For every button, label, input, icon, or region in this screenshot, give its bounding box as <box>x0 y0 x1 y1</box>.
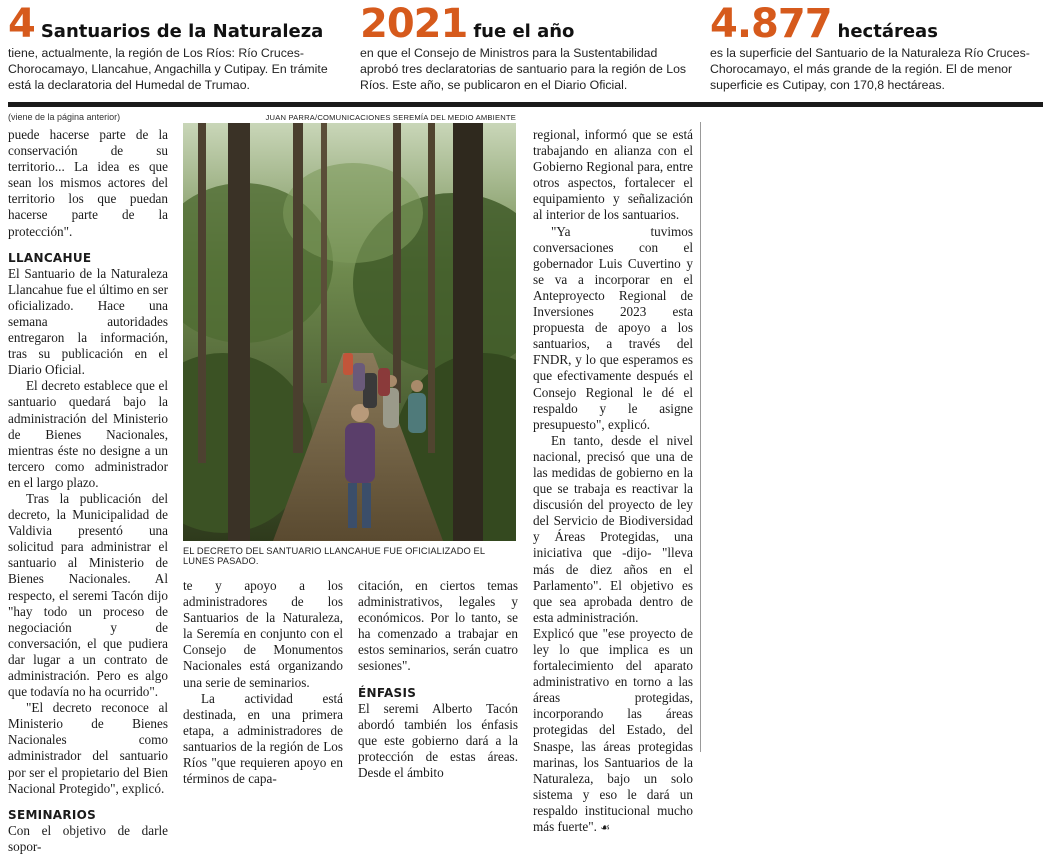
stat-santuarios <box>8 1 348 93</box>
paragraph: El decreto establece que el santuario quedará bajo la administración del Ministerio de Bienes Nacionales, mientras éste no designe a un tercero como administrador en el largo plazo. <box>8 378 168 490</box>
paragraph: puede hacerse parte de la conservación de su territorio... La idea es que sean los mismos actores del territorio los que puedan hacerse parte de la protección". <box>8 127 168 239</box>
article-column-2 <box>183 578 343 787</box>
paragraph: Tras la publicación del decreto, la Municipalidad de Valdivia presentó una solicitud para administrar el santuario al Ministerio de Bienes Nacionales. Al respecto, el seremi Tacón dijo "hay todo un proceso de negociación y de conversación, el que pudiera dar lugar a un contrato de administración. Pero es algo que todavía no ha ocurrido". <box>8 490 168 700</box>
paragraph: La actividad está destinada, en una primera etapa, a administradores de santuarios de la región de Los Ríos "que requieren apoyo en términos de capa- <box>183 690 343 787</box>
paragraph: El seremi Alberto Tacón abordó también los énfasis que este gobierno dará a la protección de estas áreas. Desde el ámbito <box>358 700 518 780</box>
stat-label: fue el año <box>473 21 575 42</box>
paragraph: En tanto, desde el nivel nacional, precisó que una de las medidas de gobierno en la que se trabaja es reactivar la discusión del proyecto de ley del Servicio de Biodiversidad y Áreas Protegidas, una iniciativa que -dijo- "lleva más de diez años en el Parlamento". El objetivo es que sea aprobada dentro de esta administración. <box>533 432 693 625</box>
stat-label: Santuarios de la Naturaleza <box>40 21 324 42</box>
forest-photo-illustration <box>183 123 516 541</box>
photo-credit: JUAN PARRA/COMUNICACIONES SEREMÍA DEL MEDIO AMBIENTE <box>265 113 516 122</box>
stat-description: en que el Consejo de Ministros para la Sustentabilidad aprobó tres declaratorias de santuario para la región de Los Ríos. Este año, se publicaron en el Diario Oficial. <box>360 46 687 92</box>
column-rule <box>700 122 701 752</box>
article-column-3a <box>358 578 518 781</box>
end-mark-icon: ☙ <box>600 821 611 835</box>
stat-number: 4 <box>8 1 35 47</box>
paragraph: citación, en ciertos temas administrativos, legales y económicos. Por lo tanto, se ha comenzado a trabajar en estos seminarios, serán cuatro sesiones". <box>358 578 518 674</box>
subheading-seminarios: SEMINARIOS <box>8 807 97 822</box>
paragraph: regional, informó que se está trabajando en alianza con el Gobierno Regional para, entre otros aspectos, fortalecer el equipamiento y señalización al interior de los santuarios. <box>533 127 693 223</box>
stat-anio <box>360 1 695 93</box>
section-divider <box>8 102 1043 107</box>
stat-hectareas <box>710 1 1045 93</box>
stat-number: 4.877 <box>710 1 832 47</box>
paragraph: Explicó que "ese proyecto de ley lo que implica es un fortalecimiento del aparato administrativo en torno a las áreas protegidas, incorporando las áreas protegidas del Estado, del Snaspe, las áreas protegidas marinas, los Santuarios de la Naturaleza, bajo un solo sistema y eso le dará un respaldo institucional mucho más fuerte". <box>533 625 693 835</box>
paragraph: El Santuario de la Naturaleza Llancahue fue el último en ser oficializado. Hace una semana autoridades entregaron la información, tras su publicación en el Diario Oficial. <box>8 265 169 378</box>
article-column-1 <box>8 127 168 855</box>
stat-label: hectáreas <box>837 21 938 42</box>
paragraph: "El decreto reconoce al Ministerio de Bienes Nacionales como administrador del santuario por ser el propietario del Bien Nacional Protegido", explicó. <box>8 700 168 796</box>
forest-trail-photo <box>183 123 516 541</box>
subheading-enfasis: ÉNFASIS <box>358 685 417 700</box>
subheading-llancahue: LLANCAHUE <box>8 250 92 265</box>
photo-caption: EL DECRETO DEL SANTUARIO LLANCAHUE FUE OFICIALIZADO EL LUNES PASADO. <box>183 546 485 566</box>
paragraph: Con el objetivo de darle sopor- <box>8 822 168 854</box>
stat-description: tiene, actualmente, la región de Los Ríos: Río Cruces- Chorocamayo, Llancahue, Angachilla y Cutipay. En trámite está la declaratoria del Humedal de Trumao. <box>8 46 328 92</box>
paragraph: "Ya tuvimos conversaciones con el gobernador Luis Cuvertino y se va a incorporar en el Anteproyecto Regional de Inversiones 2023 esta propuesta de apoyo a los santuarios, a través del FNDR, y lo que esperamos es que efectivamente después el Consejo Regional le dé el respaldo y le asigne presupuesto", explicó. <box>533 223 693 432</box>
paragraph: te y apoyo a los administradores de los Santuarios de la Naturaleza, la Seremía en conjunto con el Consejo de Monumentos Nacionales está organizando una serie de seminarios. <box>183 578 343 690</box>
stat-description: es la superficie del Santuario de la Naturaleza Río Cruces-Chorocamayo, el más grande de la región. El de menor superficie es Cutipay, con 170,8 hectáreas. <box>710 46 1030 92</box>
article-column-3b <box>533 127 693 836</box>
stat-number: 2021 <box>360 1 468 47</box>
continued-note: (viene de la página anterior) <box>8 112 121 122</box>
